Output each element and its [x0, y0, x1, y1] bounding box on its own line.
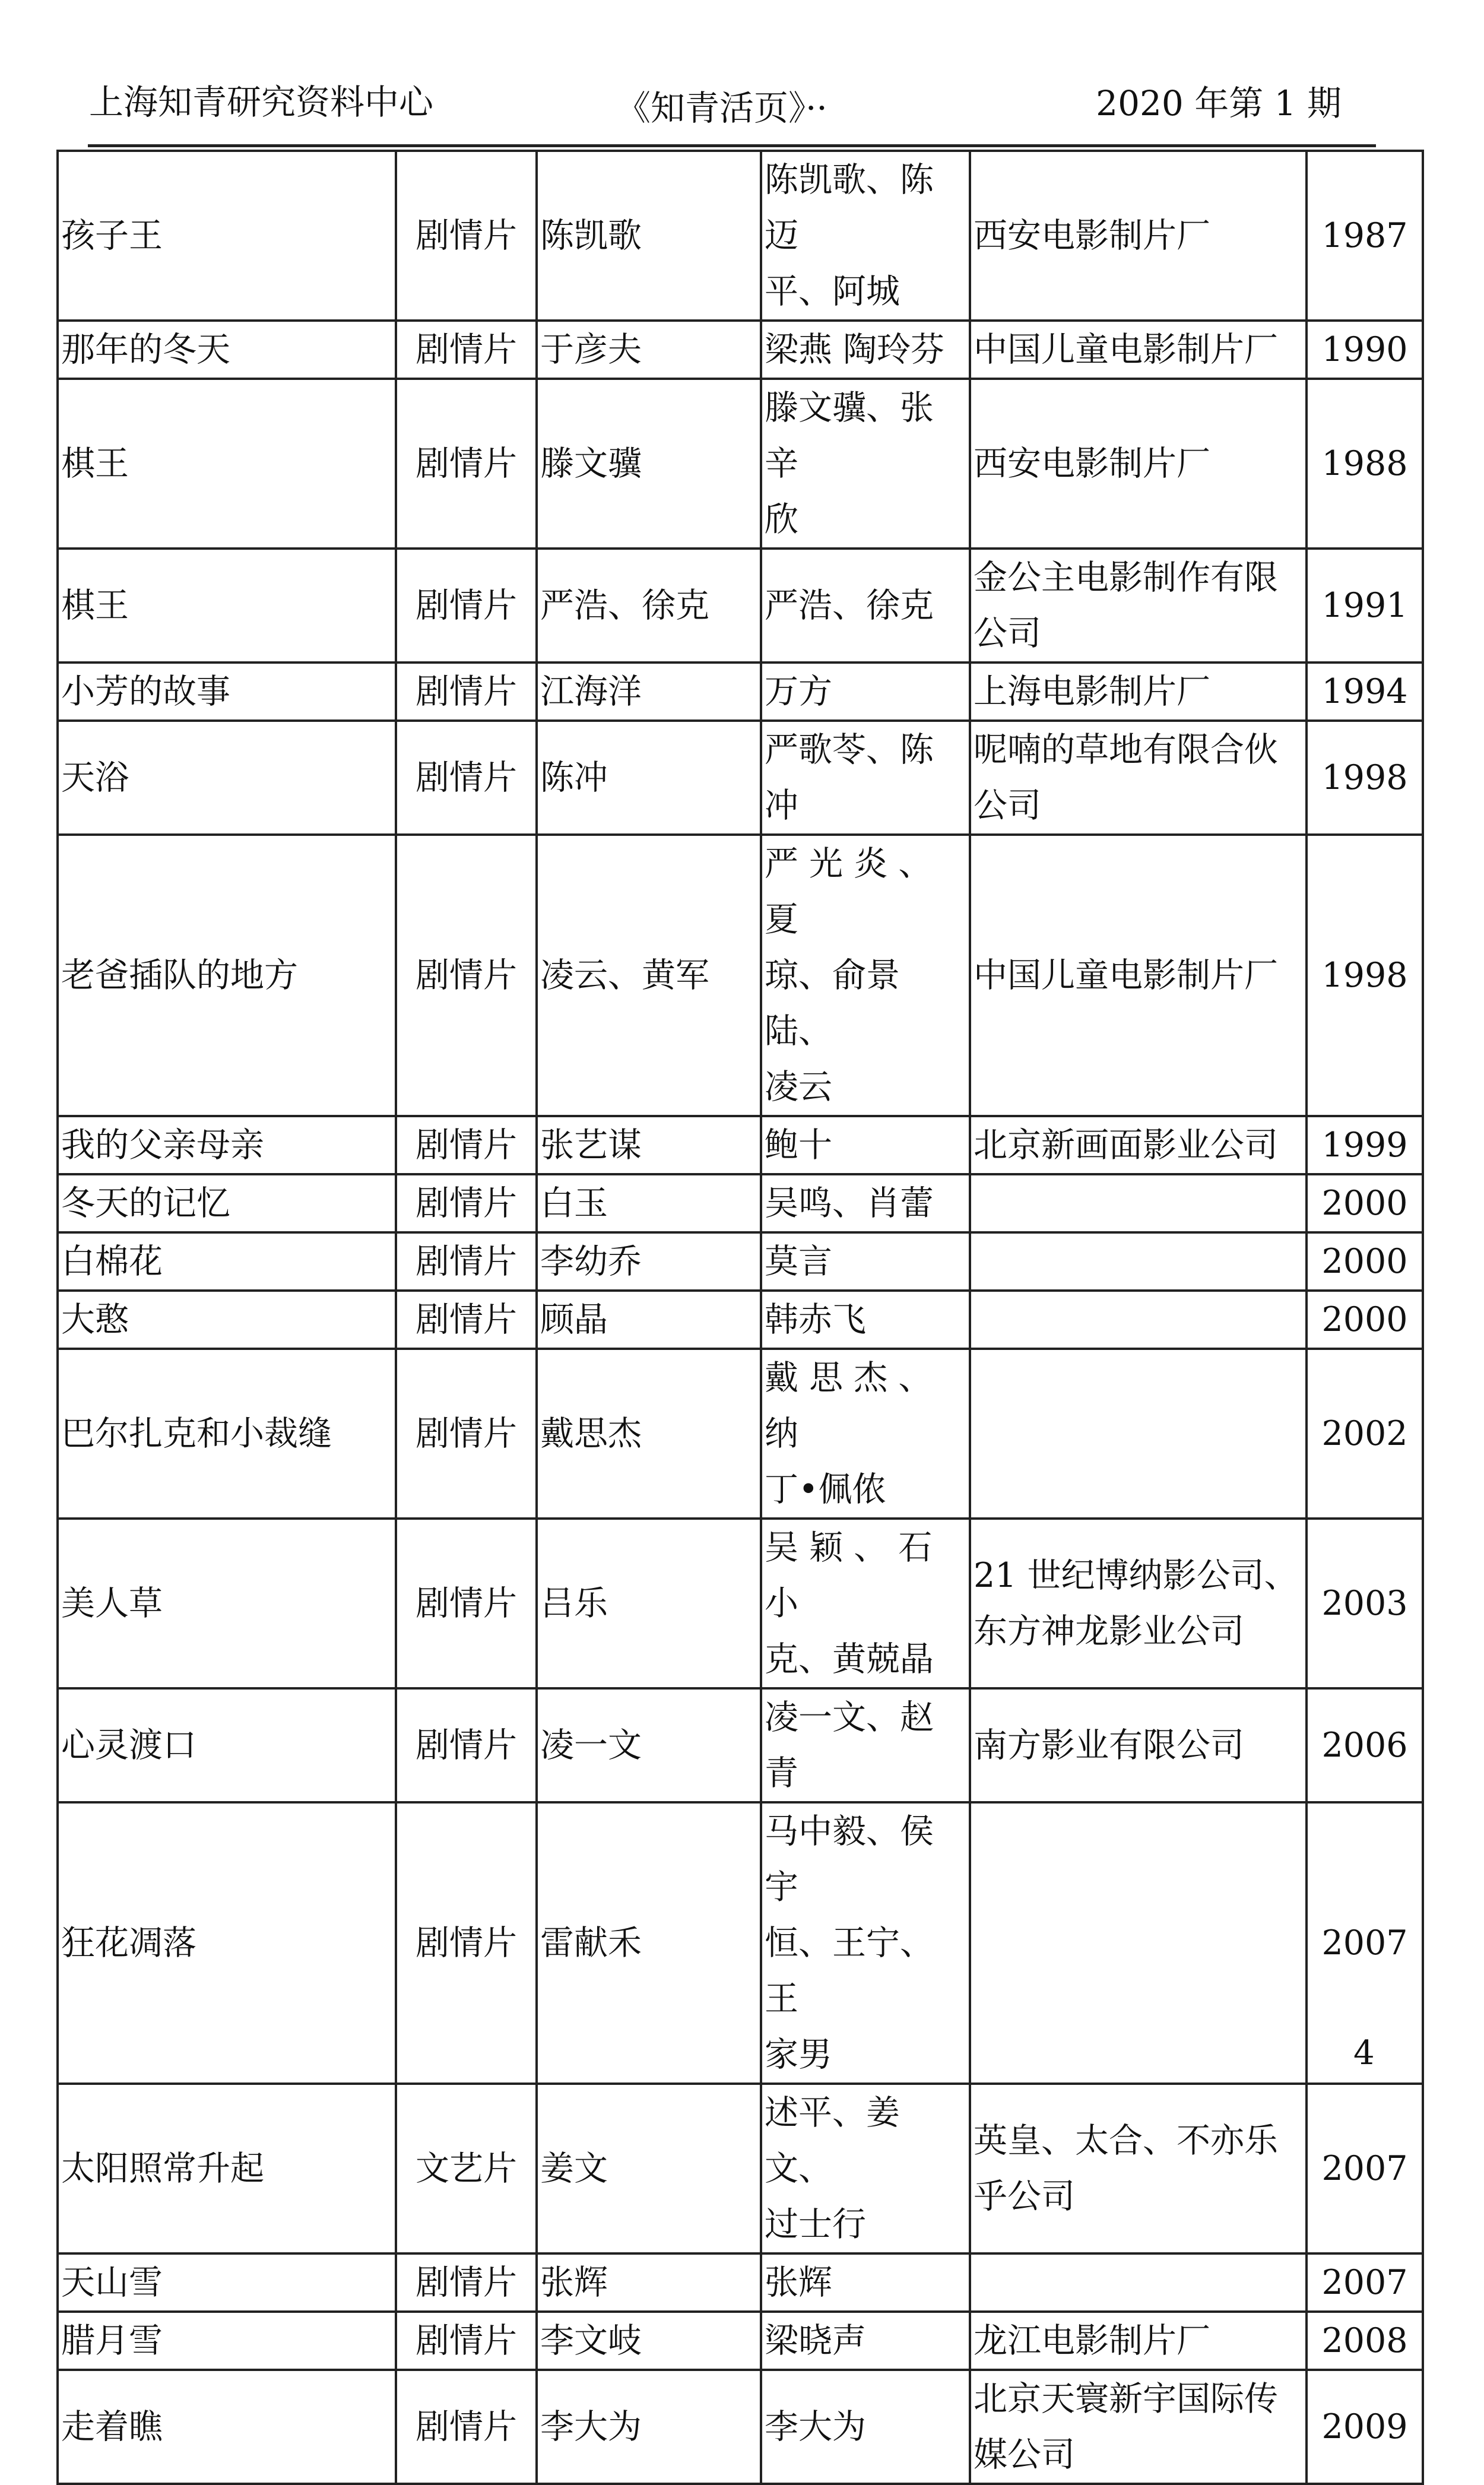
film-title-cell: 老爸插队的地方	[58, 835, 396, 1116]
film-title-cell: 冬天的记忆	[58, 1174, 396, 1232]
film-director-cell: 雷献禾	[537, 1802, 761, 2084]
film-year-cell: 1988	[1307, 379, 1423, 549]
film-title-cell: 美人草	[58, 1519, 396, 1688]
table-row	[58, 835, 1423, 1116]
film-title-cell: 那年的冬天	[58, 321, 396, 379]
film-studio-cell: 呢喃的草地有限合伙 公司	[970, 721, 1307, 835]
film-title-cell: 心灵渡口	[58, 1688, 396, 1802]
film-year-cell: 1998	[1307, 721, 1423, 835]
table-row	[58, 1688, 1423, 1802]
film-title-cell: 孩子王	[58, 151, 396, 321]
film-genre-cell: 剧情片	[396, 2312, 537, 2370]
film-genre-cell: 剧情片	[396, 1519, 537, 1688]
film-genre-cell: 剧情片	[396, 721, 537, 835]
film-year-cell: 2000	[1307, 1174, 1423, 1232]
film-year-cell: 2003	[1307, 1519, 1423, 1688]
film-director-cell: 顾晶	[537, 1291, 761, 1349]
film-cast-cell: 述平、姜文、 过士行	[761, 2084, 970, 2253]
film-genre-cell: 剧情片	[396, 1291, 537, 1349]
film-cast-cell: 马中毅、侯宇 恒、王宁、王 家男	[761, 1802, 970, 2084]
film-cast-cell: 戴 思 杰 、 纳 丁•佩侬	[761, 1349, 970, 1519]
film-title-cell: 狂花凋落	[58, 1802, 396, 2084]
film-director-cell: 吕乐	[537, 1519, 761, 1688]
film-genre-cell: 剧情片	[396, 2253, 537, 2312]
film-title-cell: 小芳的故事	[58, 663, 396, 721]
table-row	[58, 321, 1423, 379]
film-director-cell: 姜文	[537, 2084, 761, 2253]
film-genre-cell: 剧情片	[396, 1116, 537, 1174]
film-year-cell: 2007	[1307, 1802, 1423, 2084]
film-genre-cell: 剧情片	[396, 1232, 537, 1291]
film-studio-cell: 金公主电影制作有限 公司	[970, 549, 1307, 663]
film-cast-cell: 李大为	[761, 2370, 970, 2484]
film-title-cell: 白棉花	[58, 1232, 396, 1291]
film-title-cell: 棋王	[58, 549, 396, 663]
film-genre-cell: 剧情片	[396, 1802, 537, 2084]
film-cast-cell: 吴鸣、肖蕾	[761, 1174, 970, 1232]
film-studio-cell	[970, 1291, 1307, 1349]
table-row	[58, 1116, 1423, 1174]
film-cast-cell: 严歌苓、陈冲	[761, 721, 970, 835]
film-director-cell: 陈冲	[537, 721, 761, 835]
table-row	[58, 1291, 1423, 1349]
film-cast-cell: 张辉	[761, 2253, 970, 2312]
film-studio-cell	[970, 2253, 1307, 2312]
film-cast-cell: 陈凯歌、陈迈 平、阿城	[761, 151, 970, 321]
film-title-cell: 太阳照常升起	[58, 2084, 396, 2253]
film-studio-cell: 中国儿童电影制片厂	[970, 835, 1307, 1116]
film-director-cell: 李幼乔	[537, 1232, 761, 1291]
film-director-cell: 于彦夫	[537, 321, 761, 379]
table-row	[58, 663, 1423, 721]
film-cast-cell: 严 光 炎 、 夏 琼、俞景陆、 凌云	[761, 835, 970, 1116]
table-row	[58, 1174, 1423, 1232]
film-title-cell: 天山雪	[58, 2253, 396, 2312]
page-header	[89, 62, 1383, 134]
film-title-cell: 棋王	[58, 379, 396, 549]
film-genre-cell: 文艺片	[396, 2084, 537, 2253]
film-genre-cell: 剧情片	[396, 1174, 537, 1232]
film-genre-cell: 剧情片	[396, 321, 537, 379]
film-director-cell: 李大为	[537, 2370, 761, 2484]
table-row	[58, 1519, 1423, 1688]
film-cast-cell: 梁晓声	[761, 2312, 970, 2370]
film-title-cell: 腊月雪	[58, 2312, 396, 2370]
film-director-cell: 凌云、黄军	[537, 835, 761, 1116]
table-row	[58, 549, 1423, 663]
film-cast-cell: 鲍十	[761, 1116, 970, 1174]
film-studio-cell	[970, 1802, 1307, 2084]
film-genre-cell: 剧情片	[396, 151, 537, 321]
film-director-cell: 凌一文	[537, 1688, 761, 1802]
film-studio-cell	[970, 1232, 1307, 1291]
film-genre-cell: 剧情片	[396, 835, 537, 1116]
film-director-cell: 陈凯歌	[537, 151, 761, 321]
table-row	[58, 1349, 1423, 1519]
film-year-cell: 1991	[1307, 549, 1423, 663]
film-year-cell: 1990	[1307, 321, 1423, 379]
film-year-cell: 2008	[1307, 2312, 1423, 2370]
film-director-cell: 张辉	[537, 2253, 761, 2312]
film-studio-cell: 南方影业有限公司	[970, 1688, 1307, 1802]
header-divider	[88, 144, 1376, 147]
film-studio-cell: 中国儿童电影制片厂	[970, 321, 1307, 379]
film-director-cell: 戴思杰	[537, 1349, 761, 1519]
table-row	[58, 151, 1423, 321]
film-studio-cell: 21 世纪博纳影公司、 东方神龙影业公司	[970, 1519, 1307, 1688]
film-studio-cell	[970, 1349, 1307, 1519]
film-studio-cell: 北京新画面影业公司	[970, 1116, 1307, 1174]
film-cast-cell: 吴 颖 、 石 小 克、黄兢晶	[761, 1519, 970, 1688]
film-director-cell: 李文岐	[537, 2312, 761, 2370]
film-genre-cell: 剧情片	[396, 549, 537, 663]
table-row	[58, 2253, 1423, 2312]
film-title-cell: 走着瞧	[58, 2370, 396, 2484]
film-genre-cell: 剧情片	[396, 1349, 537, 1519]
table-row	[58, 2370, 1423, 2484]
header-organization: 上海知青研究资料中心	[89, 82, 434, 122]
table-row	[58, 721, 1423, 835]
film-studio-cell	[970, 1174, 1307, 1232]
film-year-cell: 1999	[1307, 1116, 1423, 1174]
film-cast-cell: 梁燕 陶玲芬	[761, 321, 970, 379]
film-year-cell: 1994	[1307, 663, 1423, 721]
film-year-cell: 2007	[1307, 2084, 1423, 2253]
header-publication: 《知青活页》··	[616, 88, 827, 128]
film-director-cell: 严浩、徐克	[537, 549, 761, 663]
film-genre-cell: 剧情片	[396, 379, 537, 549]
header-issue: 2020 年第 1 期	[1096, 83, 1342, 123]
film-cast-cell: 滕文骥、张辛 欣	[761, 379, 970, 549]
film-cast-cell: 严浩、徐克	[761, 549, 970, 663]
film-director-cell: 张艺谋	[537, 1116, 761, 1174]
film-year-cell: 2007	[1307, 2253, 1423, 2312]
film-title-cell: 巴尔扎克和小裁缝	[58, 1349, 396, 1519]
film-genre-cell: 剧情片	[396, 663, 537, 721]
film-title-cell: 大憨	[58, 1291, 396, 1349]
film-studio-cell: 西安电影制片厂	[970, 151, 1307, 321]
table-row	[58, 1802, 1423, 2084]
film-studio-cell: 龙江电影制片厂	[970, 2312, 1307, 2370]
film-studio-cell: 西安电影制片厂	[970, 379, 1307, 549]
table-row	[58, 379, 1423, 549]
film-title-cell: 天浴	[58, 721, 396, 835]
film-cast-cell: 凌一文、赵青	[761, 1688, 970, 1802]
film-director-cell: 滕文骥	[537, 379, 761, 549]
table-row	[58, 2312, 1423, 2370]
film-table-body	[58, 151, 1423, 2484]
page-number: 4	[1353, 2034, 1375, 2072]
film-studio-cell: 北京天寰新宇国际传 媒公司	[970, 2370, 1307, 2484]
film-cast-cell: 莫言	[761, 1232, 970, 1291]
film-year-cell: 2000	[1307, 1232, 1423, 1291]
film-table	[56, 150, 1424, 2485]
film-year-cell: 2006	[1307, 1688, 1423, 1802]
film-year-cell: 2009	[1307, 2370, 1423, 2484]
film-director-cell: 江海洋	[537, 663, 761, 721]
film-title-cell: 我的父亲母亲	[58, 1116, 396, 1174]
film-cast-cell: 韩赤飞	[761, 1291, 970, 1349]
film-director-cell: 白玉	[537, 1174, 761, 1232]
table-row	[58, 2084, 1423, 2253]
film-year-cell: 2002	[1307, 1349, 1423, 1519]
film-year-cell: 2000	[1307, 1291, 1423, 1349]
film-cast-cell: 万方	[761, 663, 970, 721]
film-studio-cell: 上海电影制片厂	[970, 663, 1307, 721]
film-genre-cell: 剧情片	[396, 2370, 537, 2484]
film-genre-cell: 剧情片	[396, 1688, 537, 1802]
film-year-cell: 1987	[1307, 151, 1423, 321]
film-studio-cell: 英皇、太合、不亦乐 乎公司	[970, 2084, 1307, 2253]
film-year-cell: 1998	[1307, 835, 1423, 1116]
table-row	[58, 1232, 1423, 1291]
